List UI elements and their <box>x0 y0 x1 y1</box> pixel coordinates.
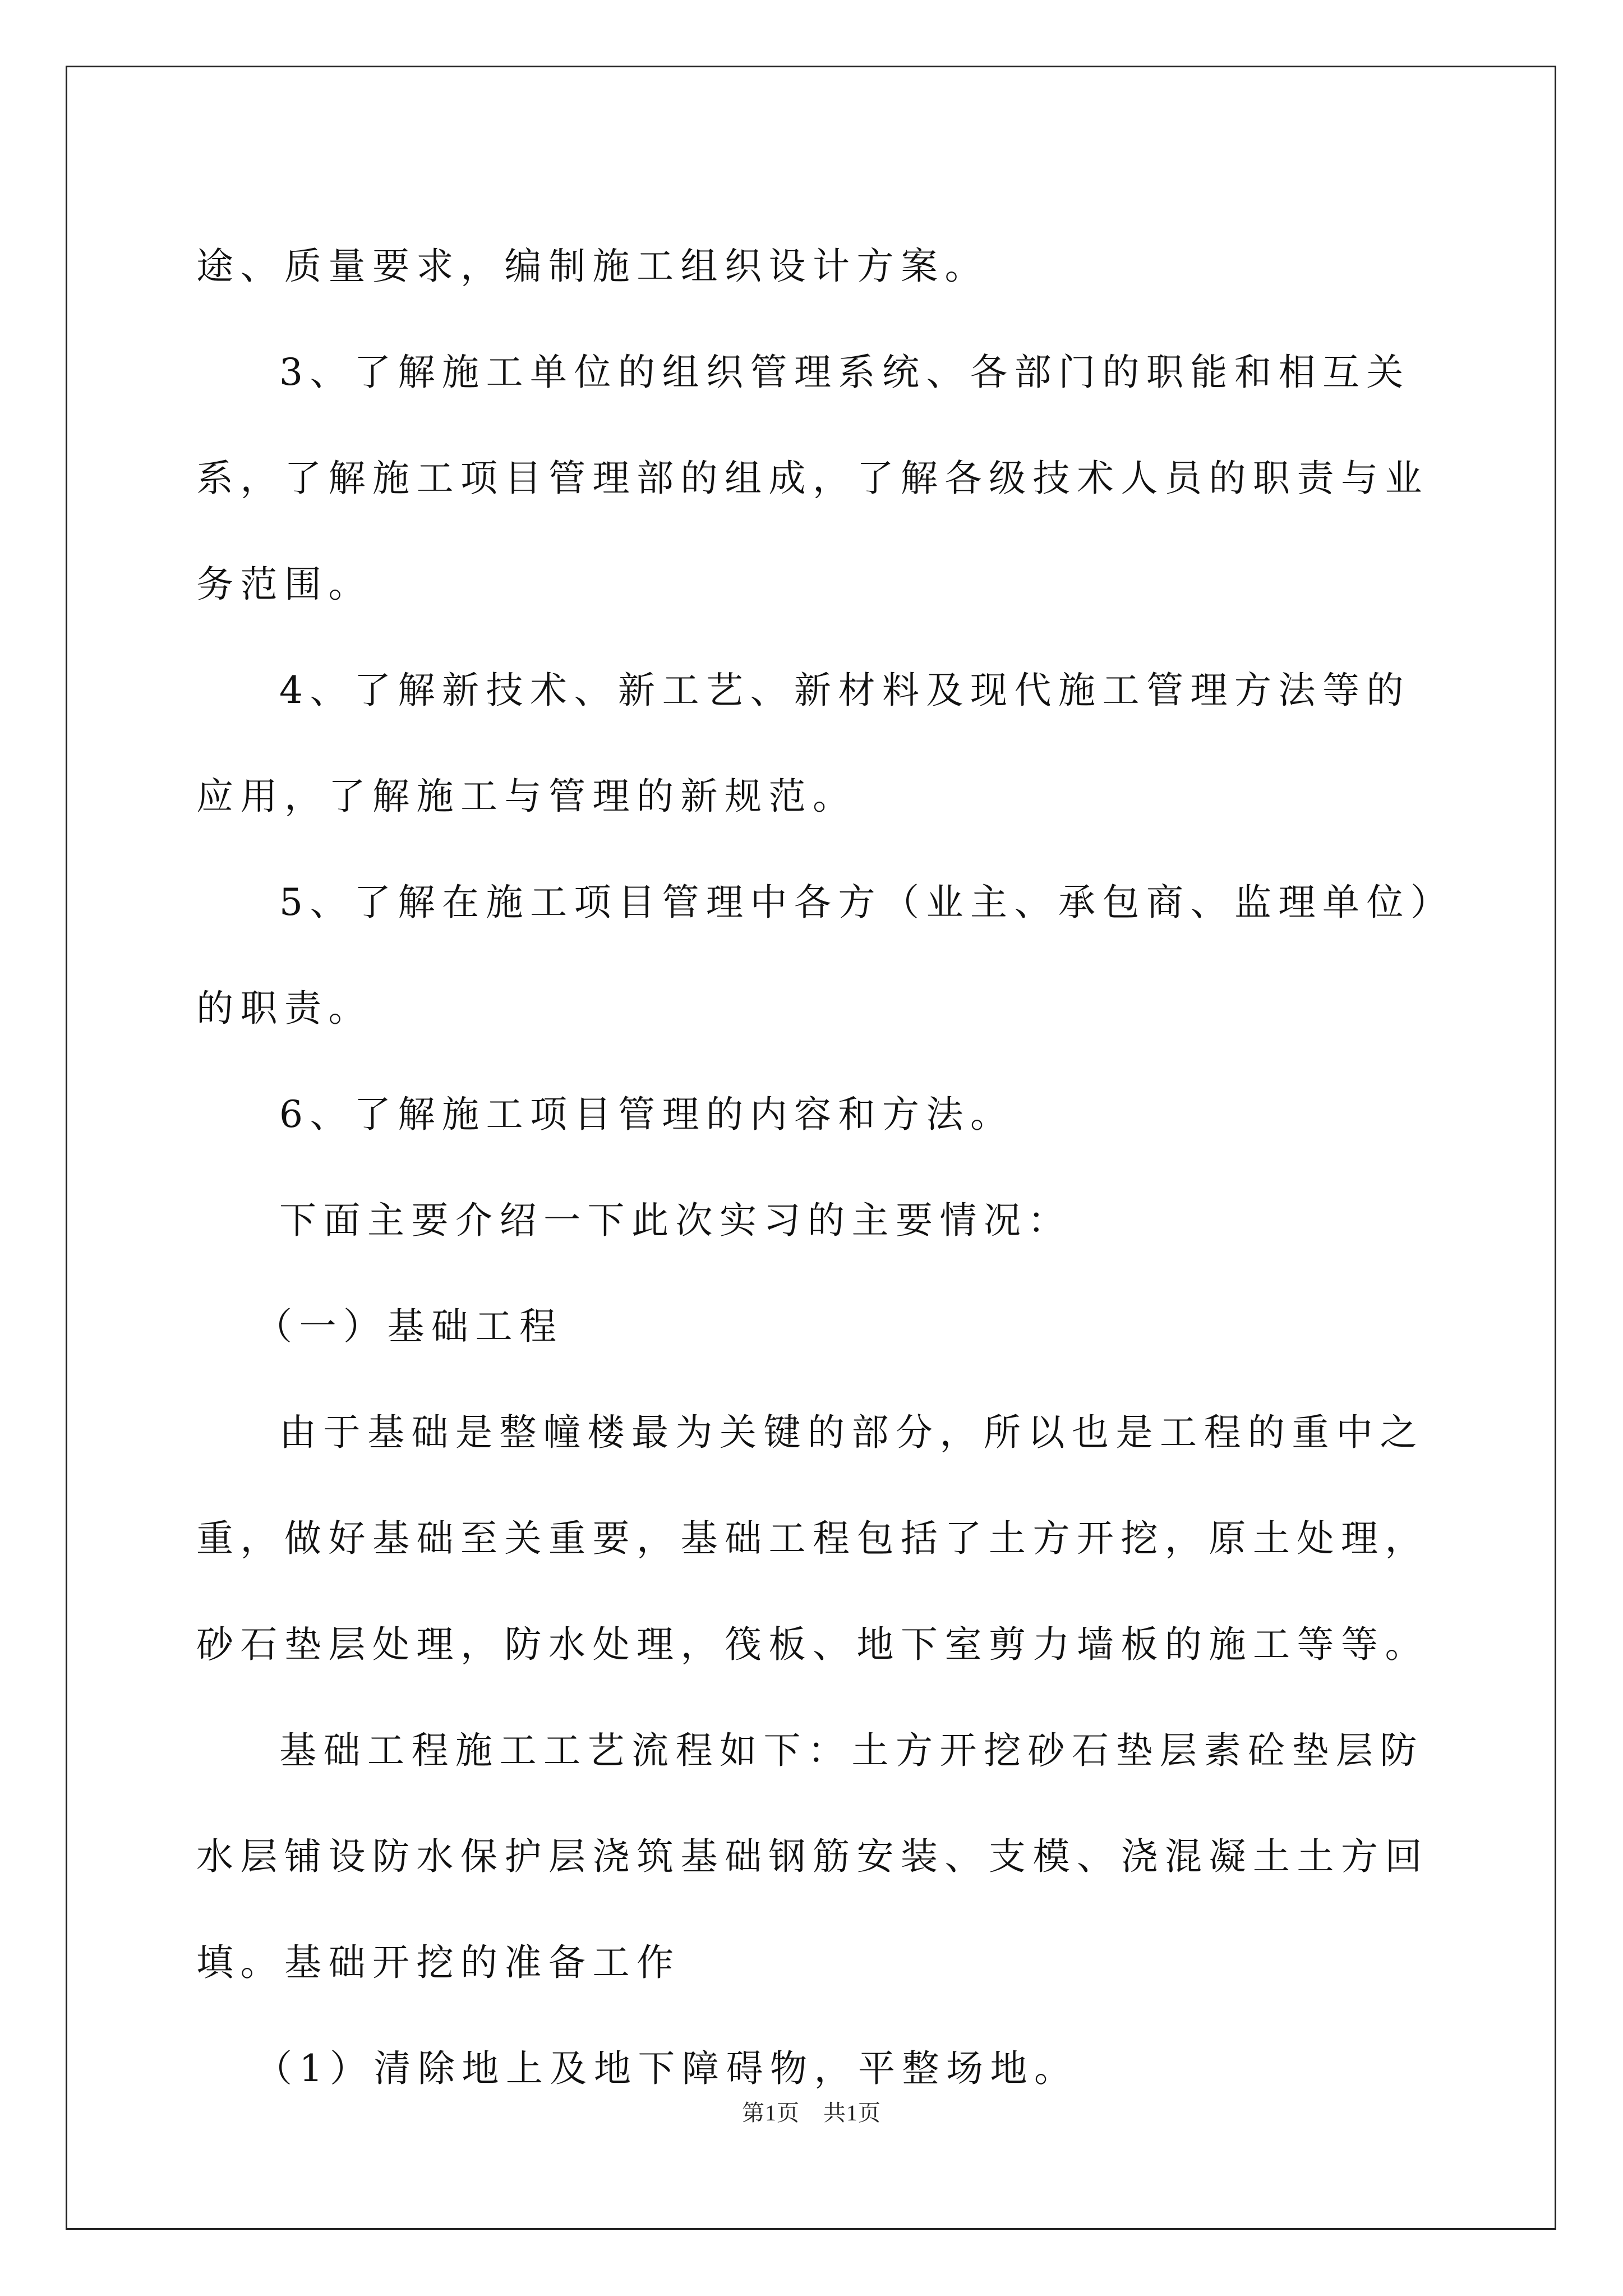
document-body <box>196 213 1441 2122</box>
paragraph-item-5: 5、了解在施工项目管理中各方（业主、承包商、监理单位）的职责。 <box>196 881 1436 1030</box>
paragraph-item-4: 4、了解新技术、新工艺、新材料及现代施工管理方法等的应用，了解施工与管理的新规范。 <box>196 669 1410 818</box>
page-footer <box>0 2095 1623 2127</box>
section-heading: （一）基础工程 <box>255 1305 564 1348</box>
paragraph-intro: 下面主要介绍一下此次实习的主要情况： <box>279 1199 1072 1242</box>
paragraph-continuation: 途、质量要求，编制施工组织设计方案。 <box>196 245 989 288</box>
paragraph-item-6: 6、了解施工项目管理的内容和方法。 <box>279 1093 1015 1136</box>
list-item-1: （1）清除地上及地下障碍物，平整场地。 <box>255 2047 1078 2090</box>
paragraph-foundation: 由于基础是整幢楼最为关键的部分，所以也是工程的重中之重，做好基础至关重要，基础工程包括了土方开挖，原土处理，砂石垫层处理，防水处理，筏板、地下室剪力墙板的施工等等。 <box>196 1411 1429 1666</box>
paragraph-item-3: 3、了解施工单位的组织管理系统、各部门的职能和相互关系，了解施工项目管理部的组成，了解各级技术人员的职责与业务范围。 <box>196 351 1429 606</box>
page-number: 第1页 <box>742 2100 800 2125</box>
paragraph-process-flow: 基础工程施工工艺流程如下：土方开挖砂石垫层素砼垫层防水层铺设防水保护层浇筑基础钢筋安装、支模、浇混凝土土方回填。基础开挖的准备工作 <box>196 1729 1429 1984</box>
page-total: 共1页 <box>823 2100 881 2125</box>
